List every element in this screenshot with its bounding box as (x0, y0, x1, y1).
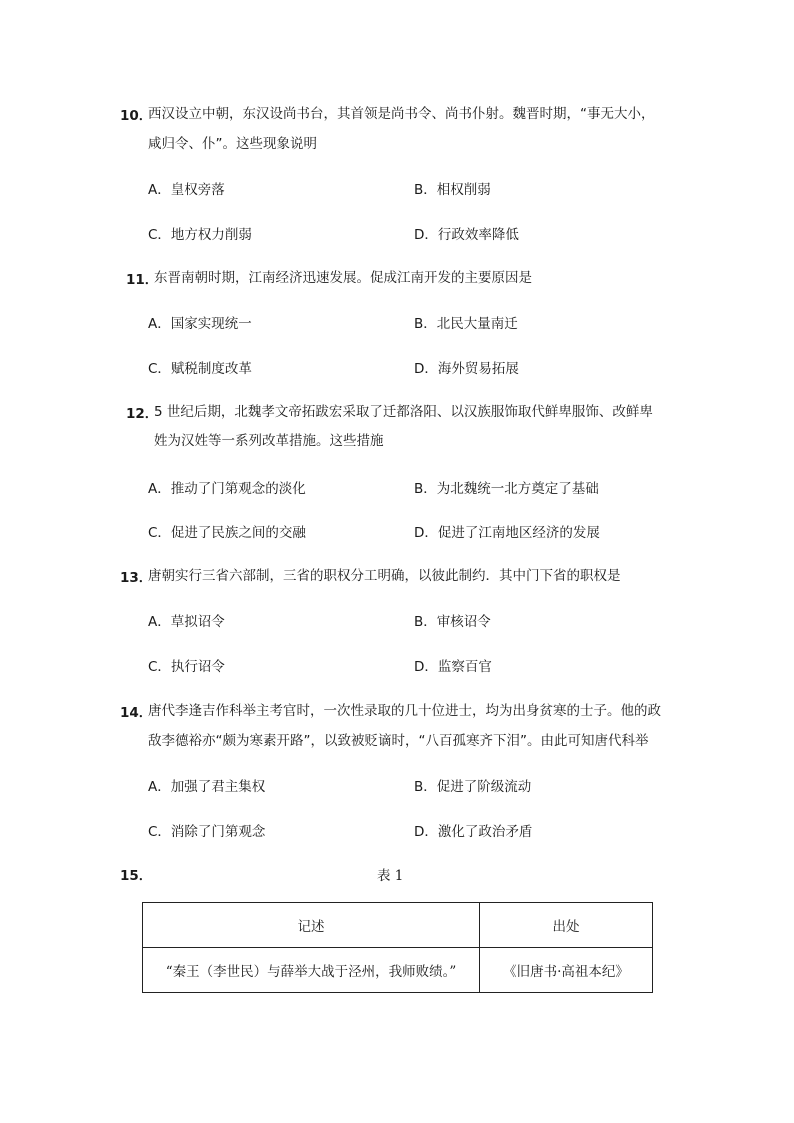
table-caption: 表 1 (377, 868, 404, 884)
option-c[interactable]: C．促进了民族之间的交融 (148, 525, 306, 541)
option-a[interactable]: A．推动了门第观念的淡化 (148, 481, 306, 497)
question-stem-line-1: 5 世纪后期，北魏孝文帝拓跋宏采取了迁都洛阳、以汉族服饰取代鲜卑服饰、改鲜卑 (154, 404, 653, 420)
option-b[interactable]: B．北民大量南迁 (414, 316, 518, 332)
option-a[interactable]: A．加强了君主集权 (148, 779, 266, 795)
option-d[interactable]: D．促进了江南地区经济的发展 (414, 525, 600, 541)
question-stem-line-2: 敌李德裕亦“颇为寒素开路”，以致被贬谪时，“八百孤寒齐下泪”。由此可知唐代科举 (148, 733, 649, 749)
question-number: 15． (120, 868, 153, 884)
table-cell: 《旧唐书·高祖本纪》 (480, 948, 653, 993)
question-stem-line-1: 西汉设立中朝，东汉设尚书台，其首领是尚书令、尚书仆射。魏晋时期，“事无大小， (148, 106, 655, 122)
question-number: 13． (120, 570, 153, 586)
question-stem-line-2: 咸归令、仆”。这些现象说明 (148, 136, 317, 152)
option-c[interactable]: C．执行诏令 (148, 659, 225, 675)
question-stem-line-2: 姓为汉姓等一系列改革措施。这些措施 (154, 433, 384, 449)
question-stem-line-1: 唐朝实行三省六部制，三省的职权分工明确，以彼此制约．其中门下省的职权是 (148, 568, 621, 584)
source-table (142, 902, 653, 993)
question-stem-line-1: 东晋南朝时期，江南经济迅速发展。促成江南开发的主要原因是 (154, 270, 532, 286)
option-c[interactable]: C．赋税制度改革 (148, 361, 252, 377)
question-number: 12． (126, 406, 159, 422)
option-c[interactable]: C．地方权力削弱 (148, 227, 252, 243)
option-c[interactable]: C．消除了门第观念 (148, 824, 266, 840)
option-d[interactable]: D．监察百官 (414, 659, 492, 675)
question-stem-line-1: 唐代李逢吉作科举主考官时，一次性录取的几十位进士，均为出身贫寒的士子。他的政 (148, 703, 661, 719)
option-a[interactable]: A．草拟诏令 (148, 614, 225, 630)
option-b[interactable]: B．审核诏令 (414, 614, 491, 630)
option-a[interactable]: A．国家实现统一 (148, 316, 252, 332)
table-cell: “秦王（李世民）与薛举大战于泾州，我师败绩。” (143, 948, 480, 993)
option-d[interactable]: D．激化了政治矛盾 (414, 824, 533, 840)
option-b[interactable]: B．为北魏统一北方奠定了基础 (414, 481, 599, 497)
table-header-cell: 出处 (480, 903, 653, 948)
table-header-row (143, 903, 653, 948)
question-number: 11． (126, 272, 159, 288)
option-d[interactable]: D．行政效率降低 (414, 227, 519, 243)
option-d[interactable]: D．海外贸易拓展 (414, 361, 519, 377)
option-b[interactable]: B．相权削弱 (414, 182, 491, 198)
option-a[interactable]: A．皇权旁落 (148, 182, 225, 198)
table-row (143, 948, 653, 993)
question-number: 14． (120, 705, 153, 721)
option-b[interactable]: B．促进了阶级流动 (414, 779, 532, 795)
question-number: 10． (120, 108, 153, 124)
table-header-cell: 记述 (143, 903, 480, 948)
